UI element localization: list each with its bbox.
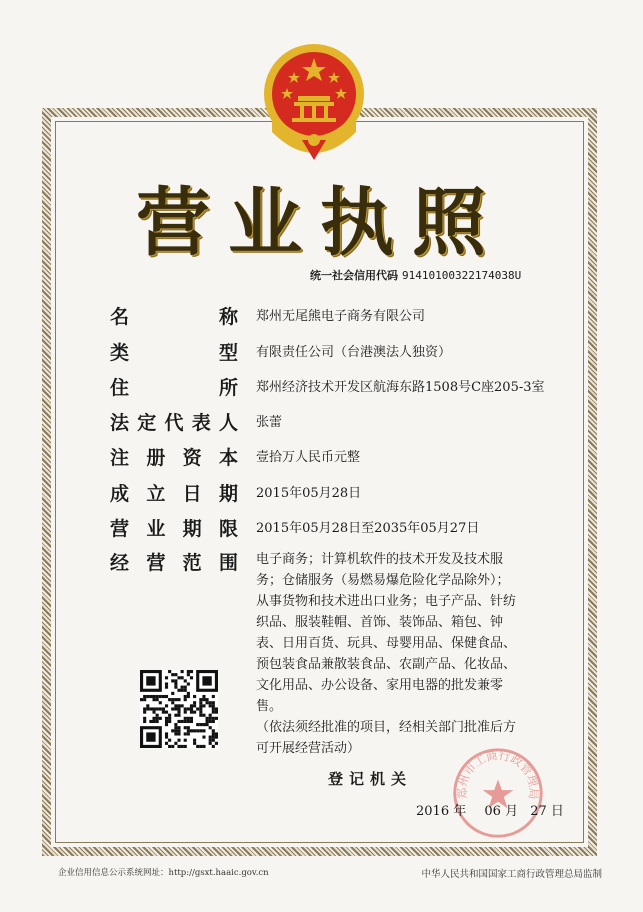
field-value-address: 郑州经济技术开发区航海东路1508号C座205-3室 bbox=[256, 380, 545, 395]
label-char: 限 bbox=[218, 518, 238, 540]
field-label-capital bbox=[110, 444, 238, 472]
label-char: 范 bbox=[182, 552, 202, 574]
label-char: 表 bbox=[191, 412, 211, 434]
label-char: 定 bbox=[137, 412, 157, 434]
date-year: 2016 bbox=[416, 804, 450, 819]
label-char: 本 bbox=[218, 447, 238, 469]
field-value-type: 有限责任公司（台港澳法人独资） bbox=[256, 345, 452, 360]
label-char: 人 bbox=[218, 412, 238, 434]
official-seal-icon bbox=[450, 745, 546, 841]
label-char: 代 bbox=[164, 412, 184, 434]
field-label-legal-rep bbox=[110, 409, 238, 437]
label-char: 经 bbox=[110, 552, 130, 574]
label-char: 期 bbox=[182, 518, 202, 540]
scope-line: 预包装食品兼散装食品、农副产品、化妆品、 bbox=[256, 657, 517, 672]
footer-website: 企业信用信息公示系统网址：http://gsxt.haaic.gov.cn bbox=[58, 868, 269, 878]
label-char: 围 bbox=[218, 552, 238, 574]
scope-line: （依法须经批准的项目，经相关部门批准后方 bbox=[256, 720, 517, 735]
label-char: 类 bbox=[110, 342, 130, 364]
scope-line: 织品、服装鞋帽、首饰、装饰品、箱包、钟 bbox=[256, 615, 504, 630]
footer-issuer: 中华人民共和国国家工商行政管理总局监制 bbox=[421, 869, 602, 880]
field-value-legal-rep: 张蕾 bbox=[256, 415, 283, 430]
label-char: 型 bbox=[218, 342, 238, 364]
national-emblem-icon bbox=[262, 42, 366, 162]
label-char: 称 bbox=[218, 306, 238, 328]
date-month: 06 bbox=[484, 804, 501, 819]
uscc-label: 统一社会信用代码 bbox=[310, 269, 398, 282]
uscc-line bbox=[310, 267, 590, 285]
label-char: 册 bbox=[146, 447, 166, 469]
label-char: 资 bbox=[182, 447, 202, 469]
label-char: 注 bbox=[110, 447, 130, 469]
scope-line: 表、日用百货、玩具、母婴用品、保健食品、 bbox=[256, 636, 517, 651]
scope-line: 售。 bbox=[256, 699, 283, 714]
label-char: 立 bbox=[146, 483, 166, 505]
business-scope bbox=[256, 549, 556, 759]
label-char: 成 bbox=[110, 483, 130, 505]
field-value-established: 2015年05月28日 bbox=[256, 486, 362, 501]
field-value-name: 郑州无尾熊电子商务有限公司 bbox=[256, 309, 426, 324]
label-char: 营 bbox=[146, 552, 166, 574]
label-char: 业 bbox=[146, 518, 166, 540]
field-label-term bbox=[110, 515, 238, 543]
label-char: 住 bbox=[110, 377, 130, 399]
field-label-name bbox=[110, 303, 238, 331]
qr-code-icon bbox=[140, 670, 218, 748]
field-label-type bbox=[110, 339, 238, 367]
field-value-term: 2015年05月28日至2035年05月27日 bbox=[256, 521, 480, 536]
label-char: 营 bbox=[110, 518, 130, 540]
seal-text: 郑州市工商行政管理局 bbox=[455, 747, 541, 800]
field-label-established bbox=[110, 480, 238, 508]
date-day-unit: 日 bbox=[550, 804, 564, 819]
date-month-unit: 月 bbox=[505, 804, 519, 819]
license-title: 营业执照 bbox=[136, 180, 504, 266]
date-day: 27 bbox=[530, 804, 547, 819]
label-char: 名 bbox=[110, 306, 130, 328]
registration-date bbox=[416, 800, 566, 820]
scope-line: 务；仓储服务（易燃易爆危险化学品除外）； bbox=[256, 573, 510, 588]
uscc-value: 91410100322174038U bbox=[402, 269, 522, 282]
field-label-address bbox=[110, 374, 238, 402]
label-char: 日 bbox=[182, 483, 202, 505]
scope-line: 电子商务；计算机软件的技术开发及技术服 bbox=[256, 552, 504, 567]
scope-line: 可开展经营活动） bbox=[256, 741, 361, 756]
date-year-unit: 年 bbox=[453, 804, 467, 819]
field-label-scope bbox=[110, 549, 238, 577]
label-char: 法 bbox=[110, 412, 130, 434]
field-value-capital: 壹拾万人民币元整 bbox=[256, 450, 361, 465]
scope-line: 从事货物和技术进出口业务；电子产品、针纺 bbox=[256, 594, 517, 609]
scope-line: 文化用品、办公设备、家用电器的批发兼零 bbox=[256, 678, 504, 693]
registration-authority: 登记机关 bbox=[328, 770, 413, 788]
label-char: 所 bbox=[218, 377, 238, 399]
label-char: 期 bbox=[218, 483, 238, 505]
